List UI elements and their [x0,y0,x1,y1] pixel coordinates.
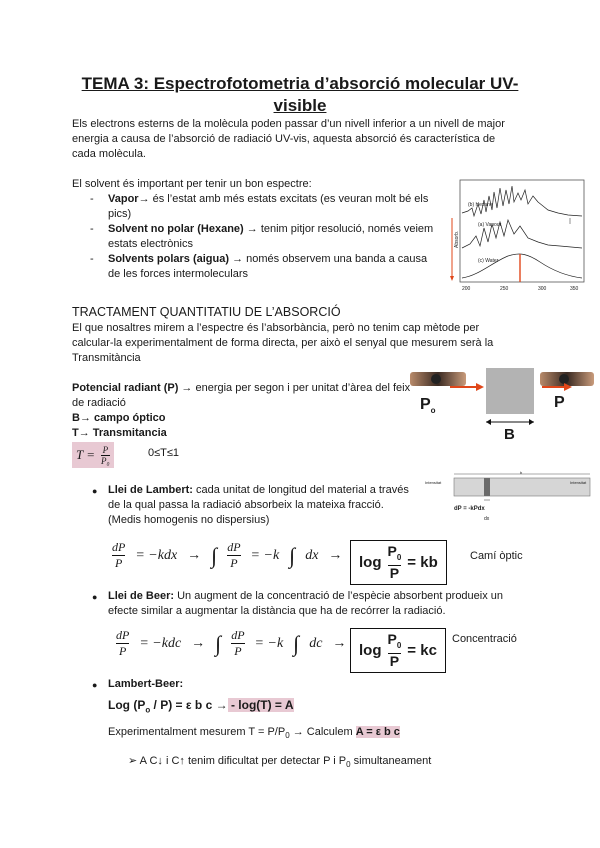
lb-term: Lambert-Beer: [108,678,184,690]
t-formula: T = $\frac{P}{\text{P₀}}$ [72,442,114,468]
dx-label: dx [484,516,490,522]
cell-diagram [406,366,596,446]
list-item: - Vapor→ és l’estat amb més estats excitats (es veuran molt bé els pics) [90,193,429,220]
slab-left-label: Intensitat [425,480,442,485]
b-definition: B→ campo óptico [72,412,166,424]
lb-note: ➢ A C↓ i C↑ tenim dificultat per detectar P i $P_0$ simultaneament [128,755,432,770]
slab-diagram [424,470,596,524]
section2-paragraph: El que nosaltres mirem a l’espectre és l’absorbància, però no tenim cap mètode per calcular-la experimentalment de forma directa, per això el senyal que mesurem serà la Transmitància [72,322,494,364]
tick-label: 250 [500,286,509,292]
lambert-result-box: log $\frac{P_0}{P}$ = kb [350,540,447,585]
vapour-label: (a) Vapour [478,222,502,228]
y-axis-label: Absorb. [454,230,460,248]
beer-result-box: log $\frac{P_0}{P}$ = kc [350,628,446,673]
tick-label: 200 [462,286,471,292]
lambert-text: Llei de Lambert: cada unitat de longitud del material a través de la qual passa la radiació absorbeix la mateixa fracció. (Medis homogenis no dispersius) [108,484,409,526]
section-title-quantitative: TRACTAMENT QUANTITATIU DE L’ABSORCIÓ [72,305,341,319]
p-label: P [554,394,565,411]
beer-text: Llei de Beer: Un augment de la concentració de l’espècie absorbent produeix un efecte similar a augmentar la distància que ha de recórrer la radiació. [108,590,504,617]
lb-equation: Log $(P_o / P) = \varepsilon$ b c → - log(T) = A [108,698,294,715]
beer-note: Concentració [452,633,517,645]
tick-label: 350 [570,286,579,292]
bullet-icon: ● [92,486,98,496]
slab-right-label: Intensitat [570,480,587,485]
dp-label: dP = -kPdx [454,506,485,512]
t-range: 0≤T≤1 [148,447,180,459]
page-title: TEMA 3: Espectrofotometria d’absorció molecular UV- visible [81,74,519,115]
list-item: - Solvents polars (aigua) → només observem una banda a causa de les forces intermoleculars [90,253,428,280]
potencial-definition: Potencial radiant (P) → energia per segon i per unitat d’àrea del feix de radiació [72,382,411,409]
solvent-list [90,192,440,282]
solvent-spectra-figure [448,178,590,296]
beer-equation: $\frac{dP}{P}$ = −kdc → ∫ $\frac{dP}{P}$ = −k ∫ dc → [116,628,347,658]
lb-experimental: Experimentalment mesurem $T = P/P_0$ → Calculem A = ε b c [108,726,400,741]
hexane-label: (b) Hexane [468,202,493,208]
t-definition: T→ Transmitancia [72,427,167,439]
tick-label: 300 [538,286,547,292]
arrow-bullet-icon: ➢ [128,755,140,767]
b-label: B [504,426,515,443]
intro-paragraph: Els electrons esterns de la molècula poden passar d’un nivell inferior a un nivell de major energia a causa de l’absorció de radiació UV-vis, aquesta absorció és característica de cada molècula. [72,118,505,160]
lambert-note: Camí òptic [470,550,523,562]
bullet-icon: ● [92,592,98,602]
bullet-icon: ● [92,680,98,690]
solvent-intro: El solvent és important per tenir un bon espectre: [72,178,312,190]
water-label: (c) Water [478,258,499,264]
p0-label: $P_o$ [420,396,436,416]
list-item: - Solvent no polar (Hexane) → tenim pitjor resolució, només veiem estats electrònics [90,223,434,250]
lambert-equation: $\frac{dP}{P}$ = −kdx → ∫ $\frac{dP}{P}$ = −k ∫ dx → [112,540,343,570]
slab-top-label: b [520,470,523,475]
